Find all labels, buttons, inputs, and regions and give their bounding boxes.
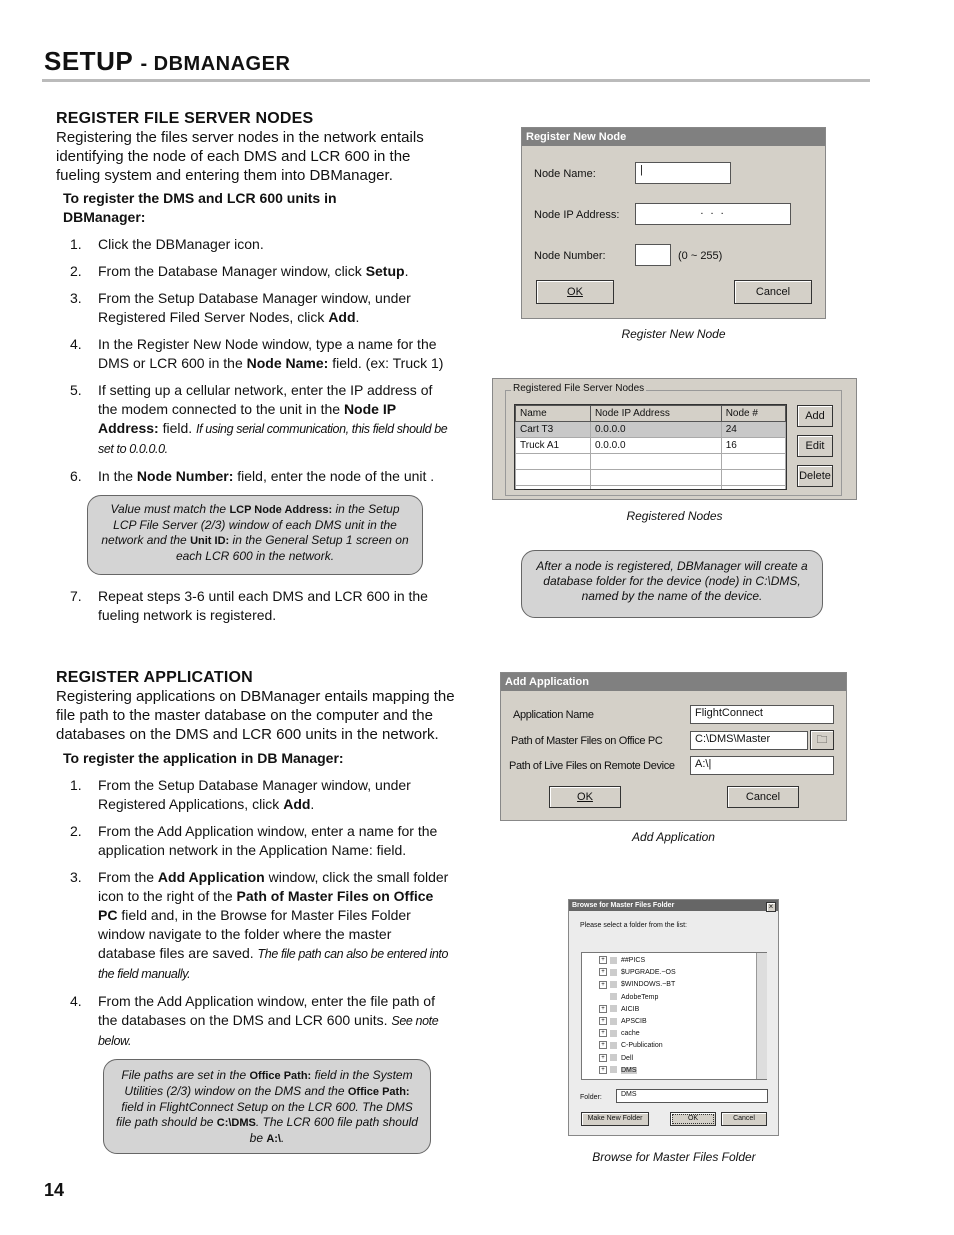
step-text-part: . — [355, 309, 360, 325]
page-number: 14 — [44, 1180, 65, 1200]
step-number: 2. — [70, 263, 82, 279]
step-text — [98, 868, 450, 984]
step-number: 5. — [70, 382, 82, 398]
step-item — [56, 262, 450, 281]
folder-icon: 🗀 — [816, 734, 828, 746]
registered-nodes-panel — [492, 378, 857, 500]
step-condensed: If using serial communication, this field should be set to 0.0.0.0. — [98, 422, 448, 456]
folder-icon — [610, 1042, 617, 1049]
step-bold: Path of Master Files on Office PC — [98, 888, 434, 923]
table-row — [516, 438, 786, 454]
title-sub: - DBMANAGER — [140, 53, 291, 75]
folder-item[interactable] — [599, 1065, 766, 1077]
folder-browse-button[interactable] — [810, 730, 834, 750]
step-item — [56, 822, 450, 860]
note-text: Value must match the — [110, 502, 230, 516]
nodes-table[interactable] — [514, 404, 787, 490]
folder-icon — [610, 969, 617, 976]
folder-name: cache — [621, 1030, 640, 1038]
folder-name: $WINDOWS.~BT — [621, 981, 676, 989]
table-row — [516, 470, 786, 486]
folder-input[interactable]: DMS — [616, 1089, 768, 1103]
note-text: field in FlightConnect Setup on the LCR 600. The DMS file path should be — [116, 1100, 413, 1129]
register-new-node-dialog — [521, 127, 826, 319]
step-text-part: field and, in the Browse for Master Files Folder window navigate to the folder where the master database files are saved. — [98, 907, 411, 961]
step-item — [56, 235, 450, 254]
expand-icon: + — [599, 968, 607, 976]
note-text: in the Setup LCP File Server (2/3) window of each DMS unit in the network and the — [101, 502, 400, 547]
step-number: 3. — [70, 290, 82, 306]
section-heading-application: REGISTER APPLICATION — [56, 669, 253, 686]
step-text — [98, 335, 450, 373]
table-row — [516, 454, 786, 470]
step-bold: Add — [328, 309, 356, 325]
caption-register-new-node: Register New Node — [621, 327, 726, 341]
folder-name: AdobeTemp — [621, 993, 659, 1001]
add-button[interactable]: Add — [797, 405, 833, 427]
note-bold: LCP Node Address: — [229, 504, 333, 516]
application-name-input[interactable]: FlightConnect — [690, 705, 834, 724]
folder-item[interactable] — [599, 1053, 766, 1065]
node-name-input[interactable]: | — [635, 162, 731, 184]
step-number: 3. — [70, 869, 82, 885]
note-text: in the General Setup 1 screen on each LCR 600 in the network. — [175, 533, 409, 563]
folder-icon — [610, 1054, 617, 1061]
live-path-input[interactable]: A:\| — [690, 756, 834, 775]
cancel-button[interactable]: Cancel — [734, 280, 812, 304]
folder-name: C-Publication — [621, 1042, 663, 1050]
nodes-steps — [56, 235, 456, 486]
caption-add-application: Add Application — [632, 830, 715, 844]
table-cell — [516, 470, 591, 486]
note-bold: Unit ID: — [190, 535, 230, 547]
step-text-part: . — [310, 796, 315, 812]
table-cell — [721, 454, 785, 470]
step-text-part: From the Setup Database Manager window, under Registered Applications, click — [98, 777, 411, 812]
edit-button[interactable]: Edit — [797, 435, 833, 457]
section-heading-nodes: REGISTER FILE SERVER NODES — [56, 110, 314, 127]
table-cell — [590, 470, 721, 486]
table-row — [516, 422, 786, 438]
step-item — [56, 467, 450, 486]
folder-icon — [610, 1005, 617, 1012]
note-bold: Office Path: — [249, 1070, 312, 1082]
folder-name: ##PICS — [621, 957, 646, 964]
step-text-part: Repeat steps 3-6 until each DMS and LCR 600 in the fueling network is registered. — [98, 588, 428, 623]
step-number: 7. — [70, 588, 82, 604]
expand-icon: + — [599, 1005, 607, 1013]
step-bold: Node IP Address: — [98, 401, 396, 436]
note-text: File paths are set in the — [121, 1068, 250, 1082]
table-cell: 16 — [721, 438, 785, 454]
step-number: 4. — [70, 993, 82, 1009]
step-text-part: . — [404, 263, 409, 279]
folder-item[interactable] — [599, 1016, 766, 1028]
ok-button[interactable]: OK — [536, 280, 614, 304]
step-text-part: From the Setup Database Manager window, under Registered Filed Server Nodes, click — [98, 290, 411, 325]
master-path-input[interactable]: C:\DMS\Master — [690, 731, 808, 750]
expand-icon: + — [599, 1054, 607, 1062]
step-text — [98, 467, 450, 486]
expand-icon: + — [599, 1066, 607, 1074]
note-text: . — [281, 1131, 285, 1145]
folder-tree[interactable] — [581, 952, 767, 1080]
step-text-part: From the Database Manager window, click — [98, 263, 366, 279]
column-header: Name — [516, 406, 591, 422]
application-subheading: To register the application in DB Manager: — [63, 750, 344, 766]
application-intro: Registering applications on DBManager entails mapping the file path to the master database on the computer and the databases on the DMS and LCR 600 units in the network. — [56, 688, 455, 743]
group-label: Registered File Server Nodes — [513, 383, 645, 394]
note-bold: C:\DMS — [216, 1117, 256, 1129]
table-cell: Truck A1 — [516, 438, 591, 454]
step-bold: Add — [283, 796, 311, 812]
live-path-label: Path of Live Files on Remote Device — [509, 760, 675, 772]
folder-icon — [610, 1030, 617, 1037]
make-new-folder-button[interactable]: Make New Folder — [581, 1112, 649, 1126]
node-ip-input[interactable]: . . . — [635, 203, 791, 225]
folder-name: DMS — [621, 1066, 637, 1074]
folder-item[interactable] — [599, 992, 766, 1004]
expand-icon: + — [599, 1029, 607, 1037]
folder-item[interactable] — [599, 979, 766, 991]
folder-name: AICIB — [621, 1005, 640, 1013]
step-condensed: See note below. — [98, 1014, 439, 1048]
nodes-subheading: To register the DMS and LCR 600 units in DBManager: — [63, 190, 337, 225]
expand-icon: + — [599, 956, 607, 964]
expand-icon: + — [599, 981, 607, 989]
step-item — [56, 335, 450, 373]
step-item — [56, 381, 450, 459]
title-rule — [42, 79, 870, 82]
step-text-part: field. (ex: Truck 1) — [328, 355, 444, 371]
step-text-part: field. — [158, 420, 197, 436]
step-condensed: The file path can also be entered into the field manually. — [98, 947, 449, 981]
table-cell: Cart T3 — [516, 422, 591, 438]
step-bold: Node Name: — [246, 355, 329, 371]
caption-registered-nodes: Registered Nodes — [626, 509, 723, 523]
cancel-button[interactable]: Cancel — [727, 786, 799, 808]
folder-name: $UPGRADE.~OS — [621, 969, 676, 977]
node-number-label: Node Number: — [534, 250, 606, 262]
table-cell — [590, 454, 721, 470]
step-text — [98, 822, 450, 860]
add-application-dialog — [500, 672, 847, 821]
folder-icon — [610, 981, 617, 988]
application-steps — [56, 776, 456, 1051]
nodes-steps-continued — [56, 575, 456, 625]
step-text-part: field, enter the node of the unit . — [233, 468, 435, 484]
step-text-part: Click the DBManager icon. — [98, 236, 264, 252]
folder-item[interactable] — [599, 1004, 766, 1016]
folder-icon — [610, 993, 617, 1000]
dialog-title: Register New Node — [522, 128, 825, 146]
title-main: SETUP — [44, 46, 133, 76]
note-bold: A:\ — [266, 1133, 281, 1145]
application-name-label: Application Name — [513, 709, 594, 721]
step-text — [98, 235, 450, 254]
table-cell: 0.0.0.0 — [590, 422, 721, 438]
node-address-note — [87, 495, 423, 575]
dialog-title: Browse for Master Files Folder — [569, 900, 778, 911]
table-cell — [721, 470, 785, 486]
ok-button[interactable]: OK — [670, 1112, 716, 1126]
tree-scrollbar[interactable] — [756, 953, 767, 1079]
browse-prompt: Please select a folder from the list: — [580, 922, 687, 929]
page-title — [44, 46, 290, 77]
column-header: Node IP Address — [590, 406, 721, 422]
step-text — [98, 587, 450, 625]
folder-icon — [610, 1066, 617, 1073]
ok-button[interactable]: OK — [549, 786, 621, 808]
expand-icon: + — [599, 1017, 607, 1025]
step-text — [98, 289, 450, 327]
step-number: 6. — [70, 468, 82, 484]
folder-name: Dell — [621, 1054, 634, 1062]
step-text-part: In the — [98, 468, 137, 484]
folder-icon — [610, 1018, 617, 1025]
caption-browse-folder: Browse for Master Files Folder — [592, 1150, 756, 1164]
table-cell: 0.0.0.0 — [590, 438, 721, 454]
step-item — [56, 992, 450, 1051]
step-text-part: From the — [98, 869, 158, 885]
folder-name: APSCIB — [621, 1017, 647, 1025]
step-text — [98, 262, 450, 281]
step-text — [98, 776, 450, 814]
file-path-note — [103, 1059, 431, 1154]
step-text — [98, 381, 450, 459]
note-text: field in the System Utilities (2/3) window on the DMS and the — [124, 1068, 413, 1098]
table-cell — [721, 486, 785, 491]
table-cell — [590, 486, 721, 491]
step-item — [56, 587, 450, 625]
browse-folder-dialog — [568, 899, 779, 1136]
folder-item[interactable] — [599, 967, 766, 979]
table-cell — [516, 486, 591, 491]
close-button[interactable]: × — [766, 902, 776, 912]
step-bold: Node Number: — [136, 468, 234, 484]
column-header: Node # — [721, 406, 785, 422]
step-text-part: window, click the small folder icon to the right of the — [98, 869, 449, 904]
step-number: 1. — [70, 236, 82, 252]
table-cell: 24 — [721, 422, 785, 438]
master-path-label: Path of Master Files on Office PC — [511, 735, 663, 747]
expand-icon: + — [599, 1041, 607, 1049]
step-item — [56, 289, 450, 327]
step-item — [56, 776, 450, 814]
note-bold: Office Path: — [347, 1086, 410, 1098]
step-item — [56, 868, 450, 984]
step-bold: Setup — [365, 263, 405, 279]
folder-item[interactable] — [599, 1040, 766, 1052]
dialog-title: Add Application — [501, 673, 846, 691]
node-number-range: (0 ~ 255) — [678, 250, 723, 262]
delete-button[interactable]: Delete — [797, 465, 833, 487]
folder-item[interactable] — [599, 955, 766, 967]
step-text — [98, 992, 450, 1051]
table-row — [516, 486, 786, 491]
step-number: 1. — [70, 777, 82, 793]
node-number-input[interactable] — [635, 244, 671, 266]
step-bold: Add Application — [157, 869, 265, 885]
step-text-part: From the Add Application window, enter the file path of the databases on the DMS and LCR 600 units. — [98, 993, 435, 1028]
node-name-label: Node Name: — [534, 168, 596, 180]
step-text-part: If setting up a cellular network, enter the IP address of the modem connected to the unit in the — [98, 382, 433, 417]
node-folder-note: After a node is registered, DBManager will create a database folder for the device (node) in C:\DMS, named by the name of the device. — [521, 550, 823, 618]
step-text-part: From the Add Application window, enter a name for the application network in the Application Name: field. — [98, 823, 438, 858]
note-text: . The LCR 600 file path should be — [249, 1115, 418, 1145]
step-number: 2. — [70, 823, 82, 839]
cancel-button[interactable]: Cancel — [721, 1112, 767, 1126]
folder-item[interactable] — [599, 1028, 766, 1040]
folder-label: Folder: — [580, 1094, 602, 1101]
folder-icon — [610, 957, 617, 964]
node-ip-label: Node IP Address: — [534, 209, 620, 221]
left-column — [56, 109, 456, 1154]
step-number: 4. — [70, 336, 82, 352]
table-cell — [516, 454, 591, 470]
step-text-part: In the Register New Node window, type a name for the DMS or LCR 600 in the — [98, 336, 437, 371]
nodes-intro: Registering the files server nodes in the network entails identifying the node of each DMS and LCR 600 in the fueling system and entering them into DBManager. — [56, 129, 424, 184]
